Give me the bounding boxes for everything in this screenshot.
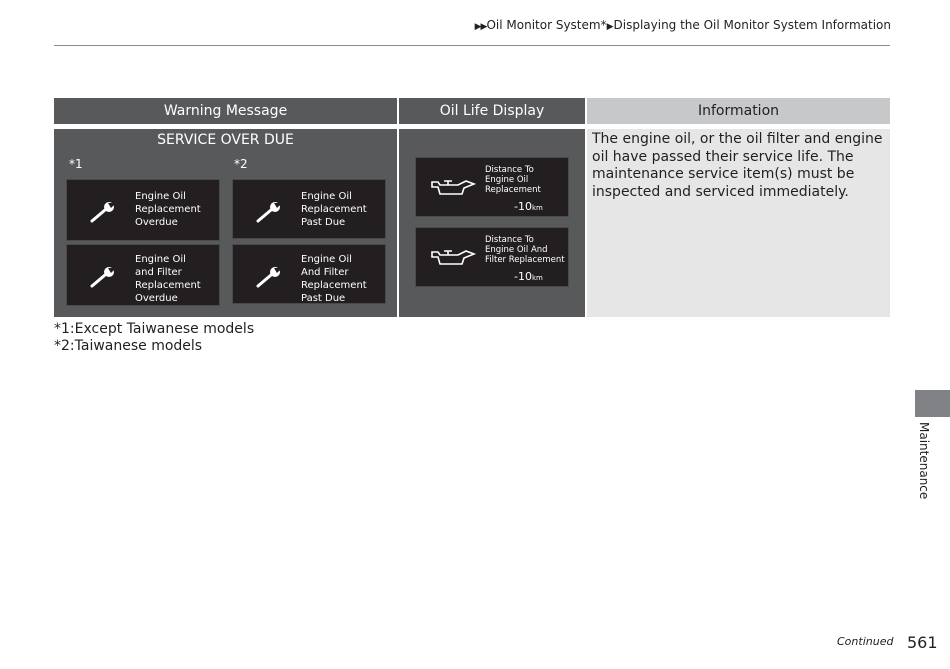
oil-life-text: Distance To Engine Oil And Filter Replacement (485, 235, 565, 265)
oil-life-distance (514, 270, 543, 283)
warning-screen (66, 179, 220, 241)
warning-screen-text: Engine Oil Replacement Past Due (301, 191, 367, 228)
oil-can-icon (430, 176, 476, 196)
oil-life-screen (415, 227, 569, 287)
warning-screen (66, 244, 220, 306)
breadcrumb-section[interactable]: Oil Monitor System (486, 18, 601, 32)
oil-life-unit: km (531, 204, 543, 212)
breadcrumb (475, 18, 891, 32)
information-cell (587, 129, 890, 317)
header-rule (54, 45, 890, 46)
service-over-due-title: SERVICE OVER DUE (157, 132, 294, 148)
note-ref-1: *1 (69, 157, 83, 171)
header-warning-message: Warning Message (54, 98, 397, 124)
header-oil-life-display: Oil Life Display (399, 98, 585, 124)
wrench-icon (255, 200, 285, 224)
note-ref-2: *2 (234, 157, 248, 171)
oil-life-value: -10 (514, 200, 532, 213)
warning-message-cell (54, 129, 397, 317)
oil-can-icon (430, 246, 476, 266)
page-number: 561 (907, 633, 938, 652)
information-text: The engine oil, or the oil filter and engine oil have passed their service life. The maintenance service item(s) must be inspected and serviced immediately. (592, 131, 883, 200)
warning-screen-text: Engine Oil Replacement Overdue (135, 191, 201, 228)
continued-label: Continued (837, 635, 894, 648)
wrench-icon (89, 200, 119, 224)
oil-life-value: -10 (514, 270, 532, 283)
footnotes (54, 321, 254, 354)
oil-life-screen (415, 157, 569, 217)
section-tab[interactable] (915, 390, 950, 417)
oil-life-distance (514, 200, 543, 213)
header-information: Information (587, 98, 890, 124)
oil-life-display-cell (399, 129, 585, 317)
breadcrumb-arrows-icon: ▶▶ (474, 22, 487, 32)
wrench-icon (89, 265, 119, 289)
warning-screen (232, 244, 386, 304)
oil-life-unit: km (531, 274, 543, 282)
wrench-icon (255, 265, 285, 289)
warning-screen-text: Engine Oil And Filter Replacement Past Due (301, 254, 367, 304)
warning-screen (232, 179, 386, 239)
breadcrumb-star: * (600, 18, 607, 32)
breadcrumb-page: Displaying the Oil Monitor System Information (613, 18, 891, 32)
section-label: Maintenance (917, 422, 931, 500)
footnote-1: *1:Except Taiwanese models (54, 321, 255, 337)
breadcrumb-separator-icon: ▶ (606, 22, 614, 32)
footnote-2: *2:Taiwanese models (54, 337, 203, 354)
warning-screen-text: Engine Oil and Filter Replacement Overdue (135, 254, 201, 304)
oil-life-text: Distance To Engine Oil Replacement (485, 165, 541, 195)
